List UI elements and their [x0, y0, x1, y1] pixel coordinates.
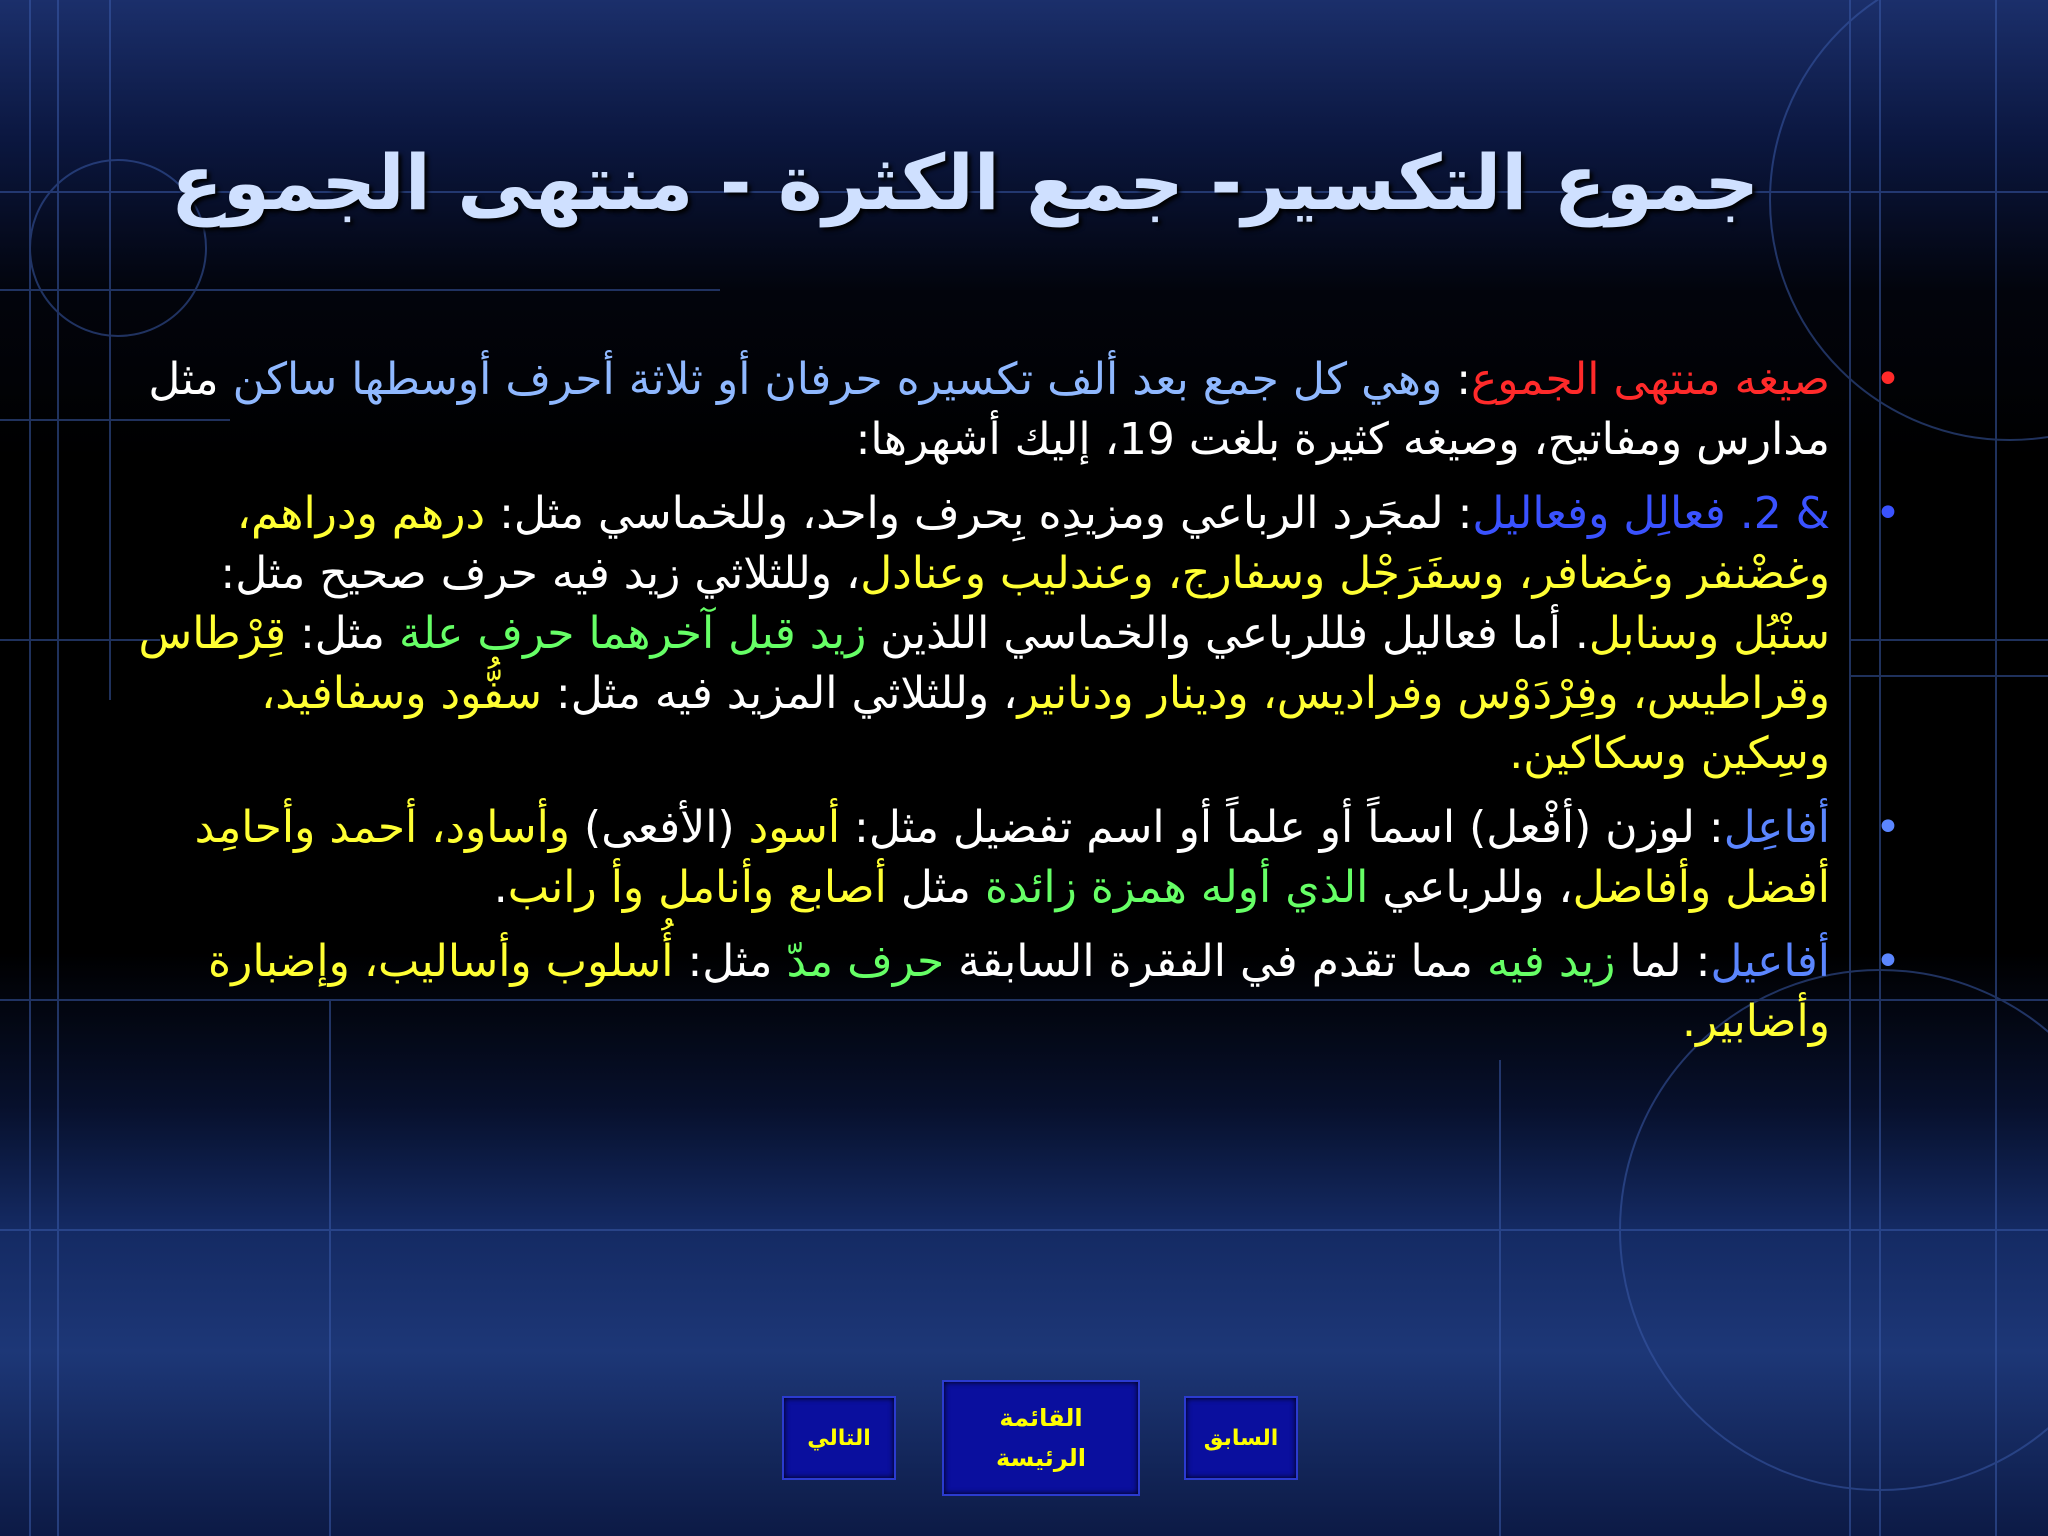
bullet-dot-icon: • [1875, 936, 1901, 987]
bullet-dot-icon: • [1875, 802, 1901, 853]
example-text: أُسلوب وأساليب، وإضبارة وأضابير. [208, 936, 1830, 1047]
next-button[interactable] [782, 1396, 896, 1480]
main-menu-label-line1: القائمة [999, 1404, 1083, 1432]
previous-button[interactable] [1184, 1396, 1298, 1480]
previous-button-label: السابق [1203, 1425, 1279, 1451]
body-text: : لوزن (أفْعل) اسماً أو علماً أو اسم تفضيل مثل: [840, 802, 1724, 853]
term-text: أفاعيل [1710, 936, 1830, 987]
example-text: سنْبُل وسنابل [1588, 608, 1830, 659]
body-text: : لمجَرد الرباعي ومزيدِه بِحرف واحد، وللخماسي مثل: [485, 488, 1473, 539]
note-text: حرف مدّ [786, 936, 945, 987]
main-menu-button[interactable] [942, 1380, 1140, 1496]
example-text: أسود [748, 802, 841, 853]
body-text: مما تقدم في الفقرة السابقة [944, 936, 1487, 987]
example-text: قِرْطاس وقراطيس، وفِرْدَوْس وفراديس، ودينار ودنانير [138, 608, 1830, 719]
main-menu-label-line2: الرئيسة [996, 1444, 1086, 1472]
bullet-item [130, 798, 1930, 918]
example-text: أصابع وأنامل وأ رانب [507, 862, 887, 913]
body-text: ، وللرباعي [1368, 862, 1573, 913]
term-text: أفاعِل [1723, 802, 1830, 853]
bullet-item [130, 350, 1930, 470]
body-text: . [493, 862, 508, 913]
body-text: مثل مدارس ومفاتيح، وصيغه كثيرة بلغت 19، إليك أشهرها: [148, 354, 1830, 465]
body-text: ، وللثلاثي المزيد فيه مثل: [541, 668, 1018, 719]
next-button-label: التالي [807, 1425, 871, 1451]
bullet-dot-icon: • [1875, 354, 1901, 405]
slide-title: جموع التكسير- جمع الكثرة - منتهى الجموع [170, 138, 1760, 227]
example-text: درهم ودراهم، وغضْنفر وغضافر، وسفَرَجْل وسفارج، وعندليب وعنادل [236, 488, 1830, 599]
body-text: : لما [1615, 936, 1711, 987]
body-text: مثل: [673, 936, 787, 987]
example-text: وأساود، أحمد وأحامِد أفضل وأفاضل [194, 802, 1830, 913]
example-text: سفُّود وسفافيد، وسِكين وسكاكين. [261, 668, 1830, 779]
body-text: (الأفعى) [570, 802, 749, 853]
bullet-list [130, 350, 1930, 1066]
term-text: صيغه منتهى الجموع [1471, 354, 1830, 405]
bullet-item [130, 484, 1930, 784]
bullet-item [130, 932, 1930, 1052]
term-text: & 2. فعالِل وفعاليل [1472, 488, 1830, 539]
note-text: زيد قبل آخرهما حرف علة [398, 608, 867, 659]
body-text: : [1442, 354, 1472, 405]
body-text: ، وللثلاثي زيد فيه حرف صحيح مثل: [220, 548, 861, 599]
note-text: الذي أوله همزة زائدة [984, 862, 1369, 913]
body-text: مثل [886, 862, 985, 913]
note-text: زيد فيه [1486, 936, 1616, 987]
body-text: . أما فعاليل فللرباعي والخماسي اللذين [866, 608, 1589, 659]
definition-text: وهي كل جمع بعد ألف تكسيره حرفان أو ثلاثة أحرف أوسطها ساكن [218, 354, 1443, 405]
bullet-dot-icon: • [1875, 488, 1901, 539]
body-text: مثل: [286, 608, 399, 659]
